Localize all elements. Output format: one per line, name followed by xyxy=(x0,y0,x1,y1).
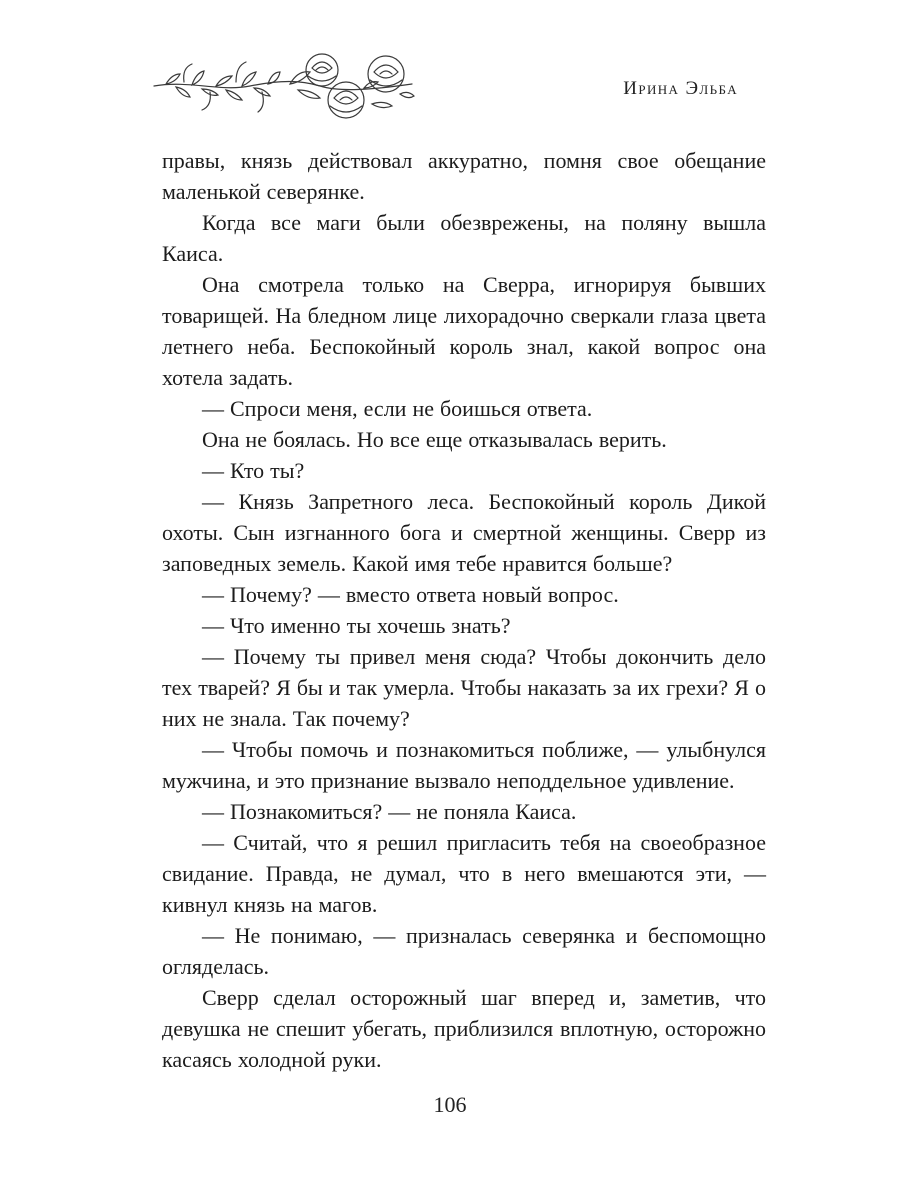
paragraph: — Познакомиться? — не поняла Каиса. xyxy=(202,799,577,824)
running-header-author: Ирина Эльба xyxy=(623,78,738,99)
paragraph: — Почему? — вместо ответа новый вопрос. xyxy=(202,582,619,607)
paragraph: — Чтобы помочь и познакомиться поближе, — улыбнулся мужчина, и это признание вызвало неподдельное удивление. xyxy=(162,737,766,793)
paragraph: — Кто ты? xyxy=(202,458,305,483)
paragraph: — Князь Запретного леса. Беспокойный король Дикой охоты. Сын изгнанного бога и смертной женщины. Сверр из заповедных земель. Какой имя тебе нравится больше? xyxy=(162,489,766,576)
paragraph: — Почему ты привел меня сюда? Чтобы докончить дело тех тварей? Я бы и так умерла. Чтобы наказать за их грехи? Я о них не знала. Так почему? xyxy=(162,644,766,731)
paragraph: правы, князь действовал аккуратно, помня свое обещание маленькой северянке. xyxy=(162,148,766,204)
floral-vine-icon xyxy=(150,40,418,132)
paragraph: — Не понимаю, — призналась северянка и беспомощно огляделась. xyxy=(162,923,766,979)
page-body xyxy=(162,145,766,1075)
paragraph: Она не боялась. Но все еще отказывалась верить. xyxy=(202,427,667,452)
paragraph: Когда все маги были обезврежены, на поляну вышла Каиса. xyxy=(162,210,766,266)
paragraph: Она смотрела только на Сверра, игнорируя бывших товарищей. На бледном лице лихорадочно сверкали глаза цвета летнего неба. Беспокойный король знал, какой вопрос она хотела задать. xyxy=(162,272,766,390)
page-number: 106 xyxy=(433,1092,467,1117)
paragraph: — Считай, что я решил пригласить тебя на своеобразное свидание. Правда, не думал, что в него вмешаются эти, — кивнул князь на магов. xyxy=(162,830,766,917)
paragraph: — Спроси меня, если не боишься ответа. xyxy=(202,396,593,421)
paragraph: — Что именно ты хочешь знать? xyxy=(202,613,511,638)
paragraph: Сверр сделал осторожный шаг вперед и, заметив, что девушка не спешит убегать, приблизился вплотную, осторожно касаясь холодной руки. xyxy=(162,985,766,1072)
